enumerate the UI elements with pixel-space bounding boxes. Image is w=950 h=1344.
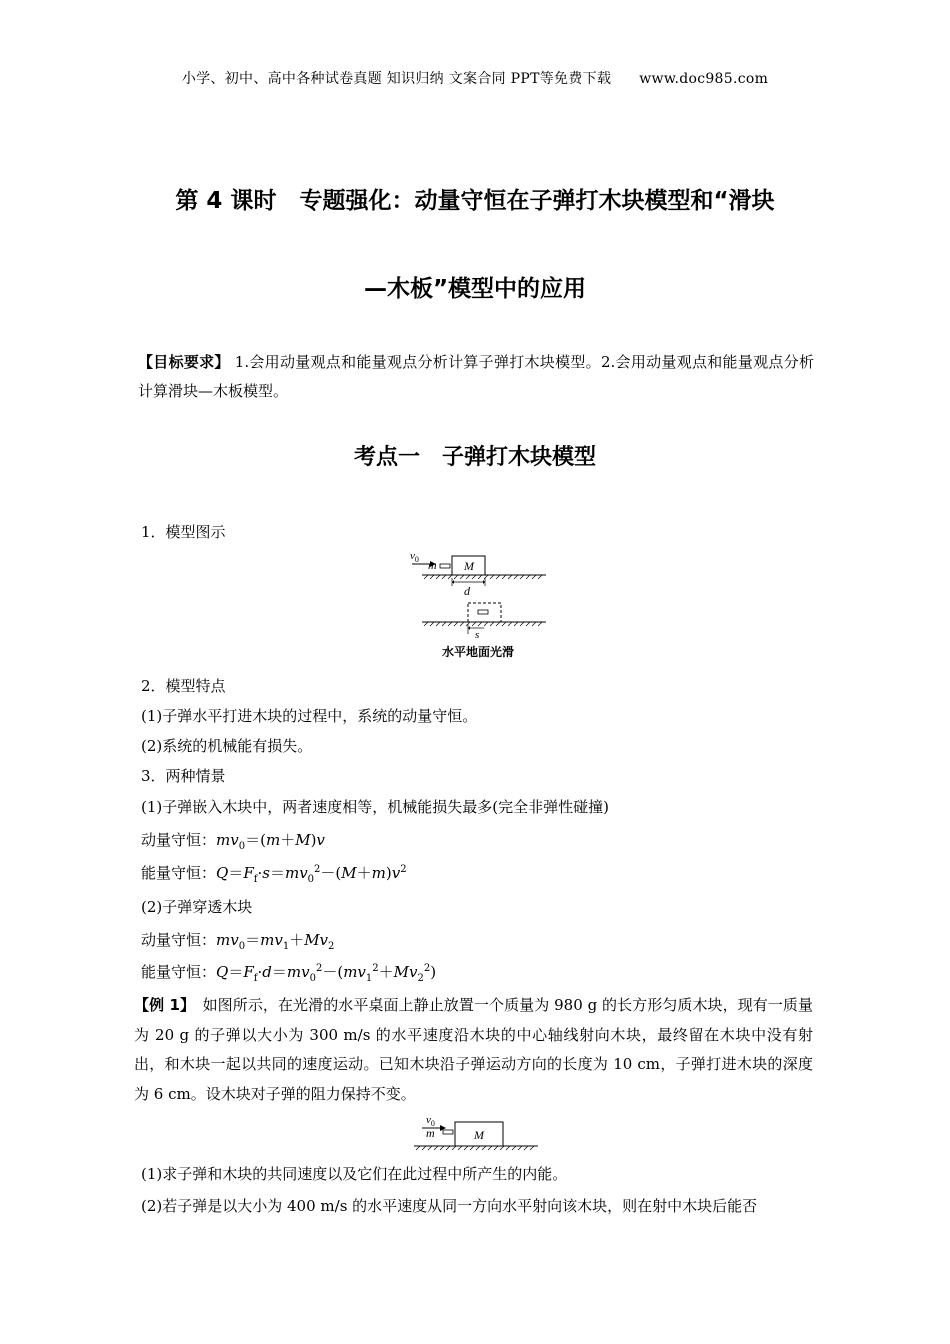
table-hatch bbox=[416, 1146, 534, 1150]
formula-label: 动量守恒： bbox=[141, 831, 217, 849]
item-scenario-1: (1)子弹嵌入木块中，两者速度相等，机械能损失最多(完全非弹性碰撞) bbox=[141, 798, 609, 816]
goal-tag: 【目标要求】 bbox=[138, 353, 230, 371]
item-two-scenarios: 3．两种情景 bbox=[141, 767, 226, 785]
item-model-figure: 1．模型图示 bbox=[141, 523, 226, 541]
bullet-embedded bbox=[478, 610, 488, 614]
example-tag: 【例 1】 bbox=[134, 996, 188, 1014]
item-scenario-2: (2)子弹穿透木块 bbox=[141, 898, 253, 916]
item-feature-2: (2)系统的机械能有损失。 bbox=[141, 737, 313, 755]
formula-momentum-2: 动量守恒：$mv_0=mv_1+Mv_2$ bbox=[141, 931, 335, 952]
section-title: 考点一 子弹打木块模型 bbox=[353, 445, 596, 470]
question-2: (2)若子弹是以大小为 400 m/s 的水平速度从同一方向水平射向该木块，则在射中木块后能否 bbox=[141, 1197, 758, 1215]
formula-energy-1: 能量守恒：$Q=F_f\cdot s=mv_0^2-(M+m)v^2$ bbox=[141, 864, 407, 885]
example-1 bbox=[134, 991, 813, 1109]
bullet-mass-label-2: m bbox=[426, 1126, 435, 1140]
bullet-2 bbox=[443, 1130, 453, 1134]
item-feature-1: (1)子弹水平打进木块的过程中，系统的动量守恒。 bbox=[141, 707, 478, 725]
formula-label: 能量守恒： bbox=[141, 963, 217, 981]
v0-label-2: $v_0$ bbox=[426, 1114, 435, 1128]
d-label: d bbox=[464, 584, 470, 598]
model-diagram bbox=[408, 548, 548, 663]
bullet bbox=[440, 564, 450, 568]
ground-hatch-bottom bbox=[424, 622, 542, 626]
ground-hatch-top bbox=[424, 575, 542, 579]
title-line-2: —木板”模型中的应用 bbox=[363, 276, 587, 302]
header-url[interactable]: www.doc985.com bbox=[639, 71, 769, 87]
formula-momentum-1: 动量守恒：$mv_0=(m+M)v$ bbox=[141, 831, 325, 852]
item-model-features: 2．模型特点 bbox=[141, 677, 226, 695]
example-diagram bbox=[412, 1112, 542, 1154]
learning-goals bbox=[138, 348, 814, 406]
v0-label: $v_0$ bbox=[410, 550, 419, 564]
bullet-mass-label: m bbox=[428, 558, 437, 572]
figure-caption: 水平地面光滑 bbox=[441, 645, 515, 659]
block-mass-label-2: M bbox=[474, 1128, 484, 1142]
formula-label: 能量守恒： bbox=[141, 864, 217, 882]
formula-energy-2: 能量守恒：$Q=F_f\cdot d=mv_0^2-(mv_1^2+Mv_2^2)$ bbox=[141, 963, 437, 984]
page-header bbox=[0, 68, 950, 88]
block-final bbox=[468, 603, 501, 622]
title-line-1: 第 4 课时 专题强化：动量守恒在子弹打木块模型和“滑块 bbox=[175, 188, 775, 214]
question-1: (1)求子弹和木块的共同速度以及它们在此过程中所产生的内能。 bbox=[141, 1165, 568, 1183]
header-text: 小学、初中、高中各种试卷真题 知识归纳 文案合同 PPT等免费下载 bbox=[181, 71, 612, 87]
goal-text: 1.会用动量观点和能量观点分析计算子弹打木块模型。2.会用动量观点和能量观点分析计算滑块—木板模型。 bbox=[138, 353, 814, 400]
formula-label: 动量守恒： bbox=[141, 931, 217, 949]
example-text: 如图所示，在光滑的水平桌面上静止放置一个质量为 980 g 的长方形匀质木块，现有一质量为 20 g 的子弹以大小为 300 m/s 的水平速度沿木块的中心轴线射向木块，最终留在木块中没有射出，和木块一起以共同的速度运动。已知木块沿子弹运动方向的长度为 10 cm，子弹打进木块的深度为 6 cm。设木块对子弹的阻力保持不变。 bbox=[134, 996, 813, 1103]
s-label: s bbox=[475, 629, 480, 641]
block-mass-label: M bbox=[464, 559, 474, 573]
